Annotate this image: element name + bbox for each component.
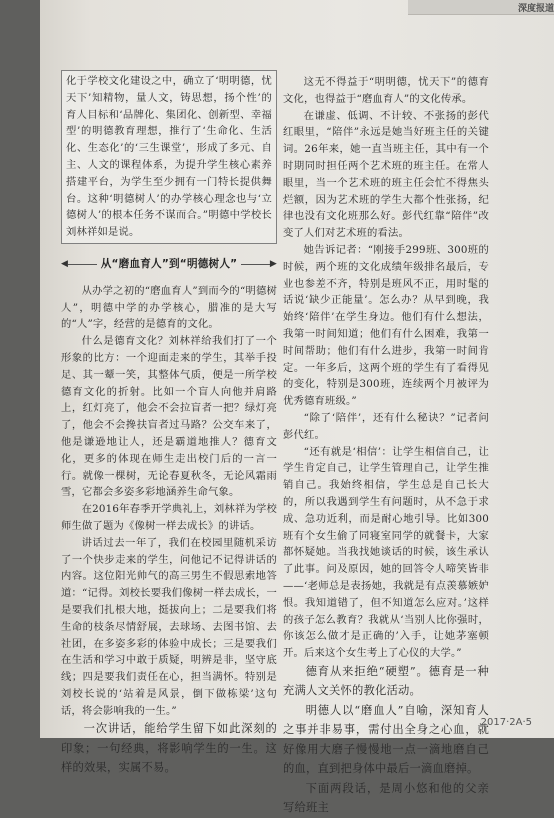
section-tab	[408, 0, 554, 15]
body-paragraph: 在谦虚、低调、不计较、不张扬的彭代红眼里，“陪伴”永远是她当好班主任的关键词。26年来，她一直当班主任，其中有一个时期同时担任两个艺术班的班主任。在常人眼里，当一个艺术班的班主任会忙不得焦头烂额，因为艺术班的学生大都个性张扬，纪律也没有文化班那么好。彭代红靠“陪伴”改变了人们对艺术班的看法。	[283, 109, 489, 240]
subheading-title: 从“磨血育人”到“明德树人”	[100, 257, 238, 270]
body-paragraph: 这无不得益于“明明德，忧天下”的德育文化，也得益于“磨血育人”的文化传承。	[283, 76, 489, 105]
body-paragraph: 下面两段话，是周小悠和他的父亲写给班主	[283, 781, 489, 815]
body-paragraph: 从办学之初的“磨血育人”到而今的“明德树人”，明德中学的办学核心，腊准的是大写的“人”字，经营的是德育的文化。	[61, 284, 277, 331]
page-number: 2017·2A·5	[480, 717, 532, 728]
intro-box	[61, 70, 277, 244]
body-paragraph: 什么是德育文化？刘林祥给我们打了一个形象的比方：一个迎面走来的学生，其举手投足、其一颦一笑，其整体气质，便是一所学校德育文化的折射。比如一个盲人向他并肩路上，红灯亮了，他会不会拉盲者一把？绿灯亮了，他会不会搀扶盲者过马路？公交车来了，他是谦逊地让人，还是霸道地推人？德育文化，更多的体现在师生走出校门后的一言一行。就像一棵树，无论春夏秋冬，无论风霜雨雪，它都会多姿多彩地涵养生命气象。	[61, 335, 277, 499]
body-paragraph: 她告诉记者：“刚接手299班、300班的时候，两个班的文化成绩年级排名最后，专业也参差不齐，特别是班风不正，用时髦的话说‘缺少正能量’。怎么办？从早到晚，我始终‘陪伴’在学生身边。他们有什么想法，我第一时间知道；他们有什么困难，我第一时间帮助；他们有什么进步，我第一时间肯定。一年多后，这两个班的学生有了看得见的变化，特别是300班，连续两个月被评为优秀德育班级。”	[283, 243, 489, 408]
section-subheading: ◀ 从“磨血育人”到“明德树人” ▶	[61, 256, 277, 273]
body-paragraph: 德育从来拒绝“硬塑”。德育是一种充满人文关怀的教化活动。	[283, 664, 489, 698]
right-column	[283, 74, 489, 818]
body-paragraph: “还有就是‘相信’：让学生相信自己，让学生肯定自己，让学生管理自己，让学生推销自己。我始终相信，学生总是自己长大的，所以我遇到学生有问题时，从不急于求成、急功近利，而是耐心地引导。比如300班有个女生偷了同寝室同学的就餐卡，大家都怀疑她。当我找她谈话的时候，该生承认了此事。问及原因，她的回答令人啼笑皆非——‘老师总是表扬她，我就是有点羡慕嫉妒恨。我知道错了，但不知道怎么应对。’这样的孩子怎么教育？我就从‘当别人比你强时，你该怎么做才是正确的’入手，让她茅塞顿开。后来这个女生考上了心仪的大学。”	[283, 445, 489, 660]
body-paragraph: 一次讲话，能给学生留下如此深刻的印象；一句经典，将影响学生的一生。这样的效果，实属不易。	[61, 722, 277, 775]
left-column	[61, 74, 277, 778]
body-paragraph: 在2016年春季开学典礼上，刘林祥为学校师生做了题为《像树一样去成长》的讲话。	[61, 503, 277, 532]
body-paragraph: “除了‘陪伴’，还有什么秘诀？”记者问彭代红。	[283, 411, 489, 441]
body-paragraph: 明德人以“磨血人”自喻，深知育人之事并非易事，需付出全身之心血，就好像用大磨子慢慢地一点一滴地磨自己的血，直到把身体中最后一滴血磨掉。	[283, 703, 489, 776]
section-label: 深度报道	[517, 4, 554, 14]
body-paragraph: 讲话过去一年了，我们在校园里随机采访了一个快步走来的学生，问他记不记得讲话的内容。这位阳光帅气的高三男生不假思索地答道：“记得。刘校长要我们像树一样去成长，一是要我们扎根大地，挺拔向上；二是要我们将生命的枝条尽情舒展，去球场、去图书馆、去社团，在多姿多彩的体验中成长；三是要我们在生活和学习中敢于质疑，明辨是非，坚守底线；四是要我们责任在心，担当满怀。特别是刘校长说的‘站着是风景，倒下做栋梁’这句话，将会影响我的一生。”	[61, 536, 277, 717]
intro-paragraph: 化于学校文化建设之中，确立了‘明明德，忧天下’知精物，量人文，铸思想，扬个性’的育人目标和‘品牌化、集团化、创新型、幸福型’的明德教育理想，推行了‘生命化、生活化、生态化’的‘三生课堂’，形成了多元、自主、人文的课程体系，为提升学生核心素养搭建平台，为学生至少拥有一门特长提供舞台。这种‘明德树人’的办学核心理念也与‘立德树人’的根本任务不谋而合。”明德中学校长刘林祥如是说。	[66, 75, 272, 239]
